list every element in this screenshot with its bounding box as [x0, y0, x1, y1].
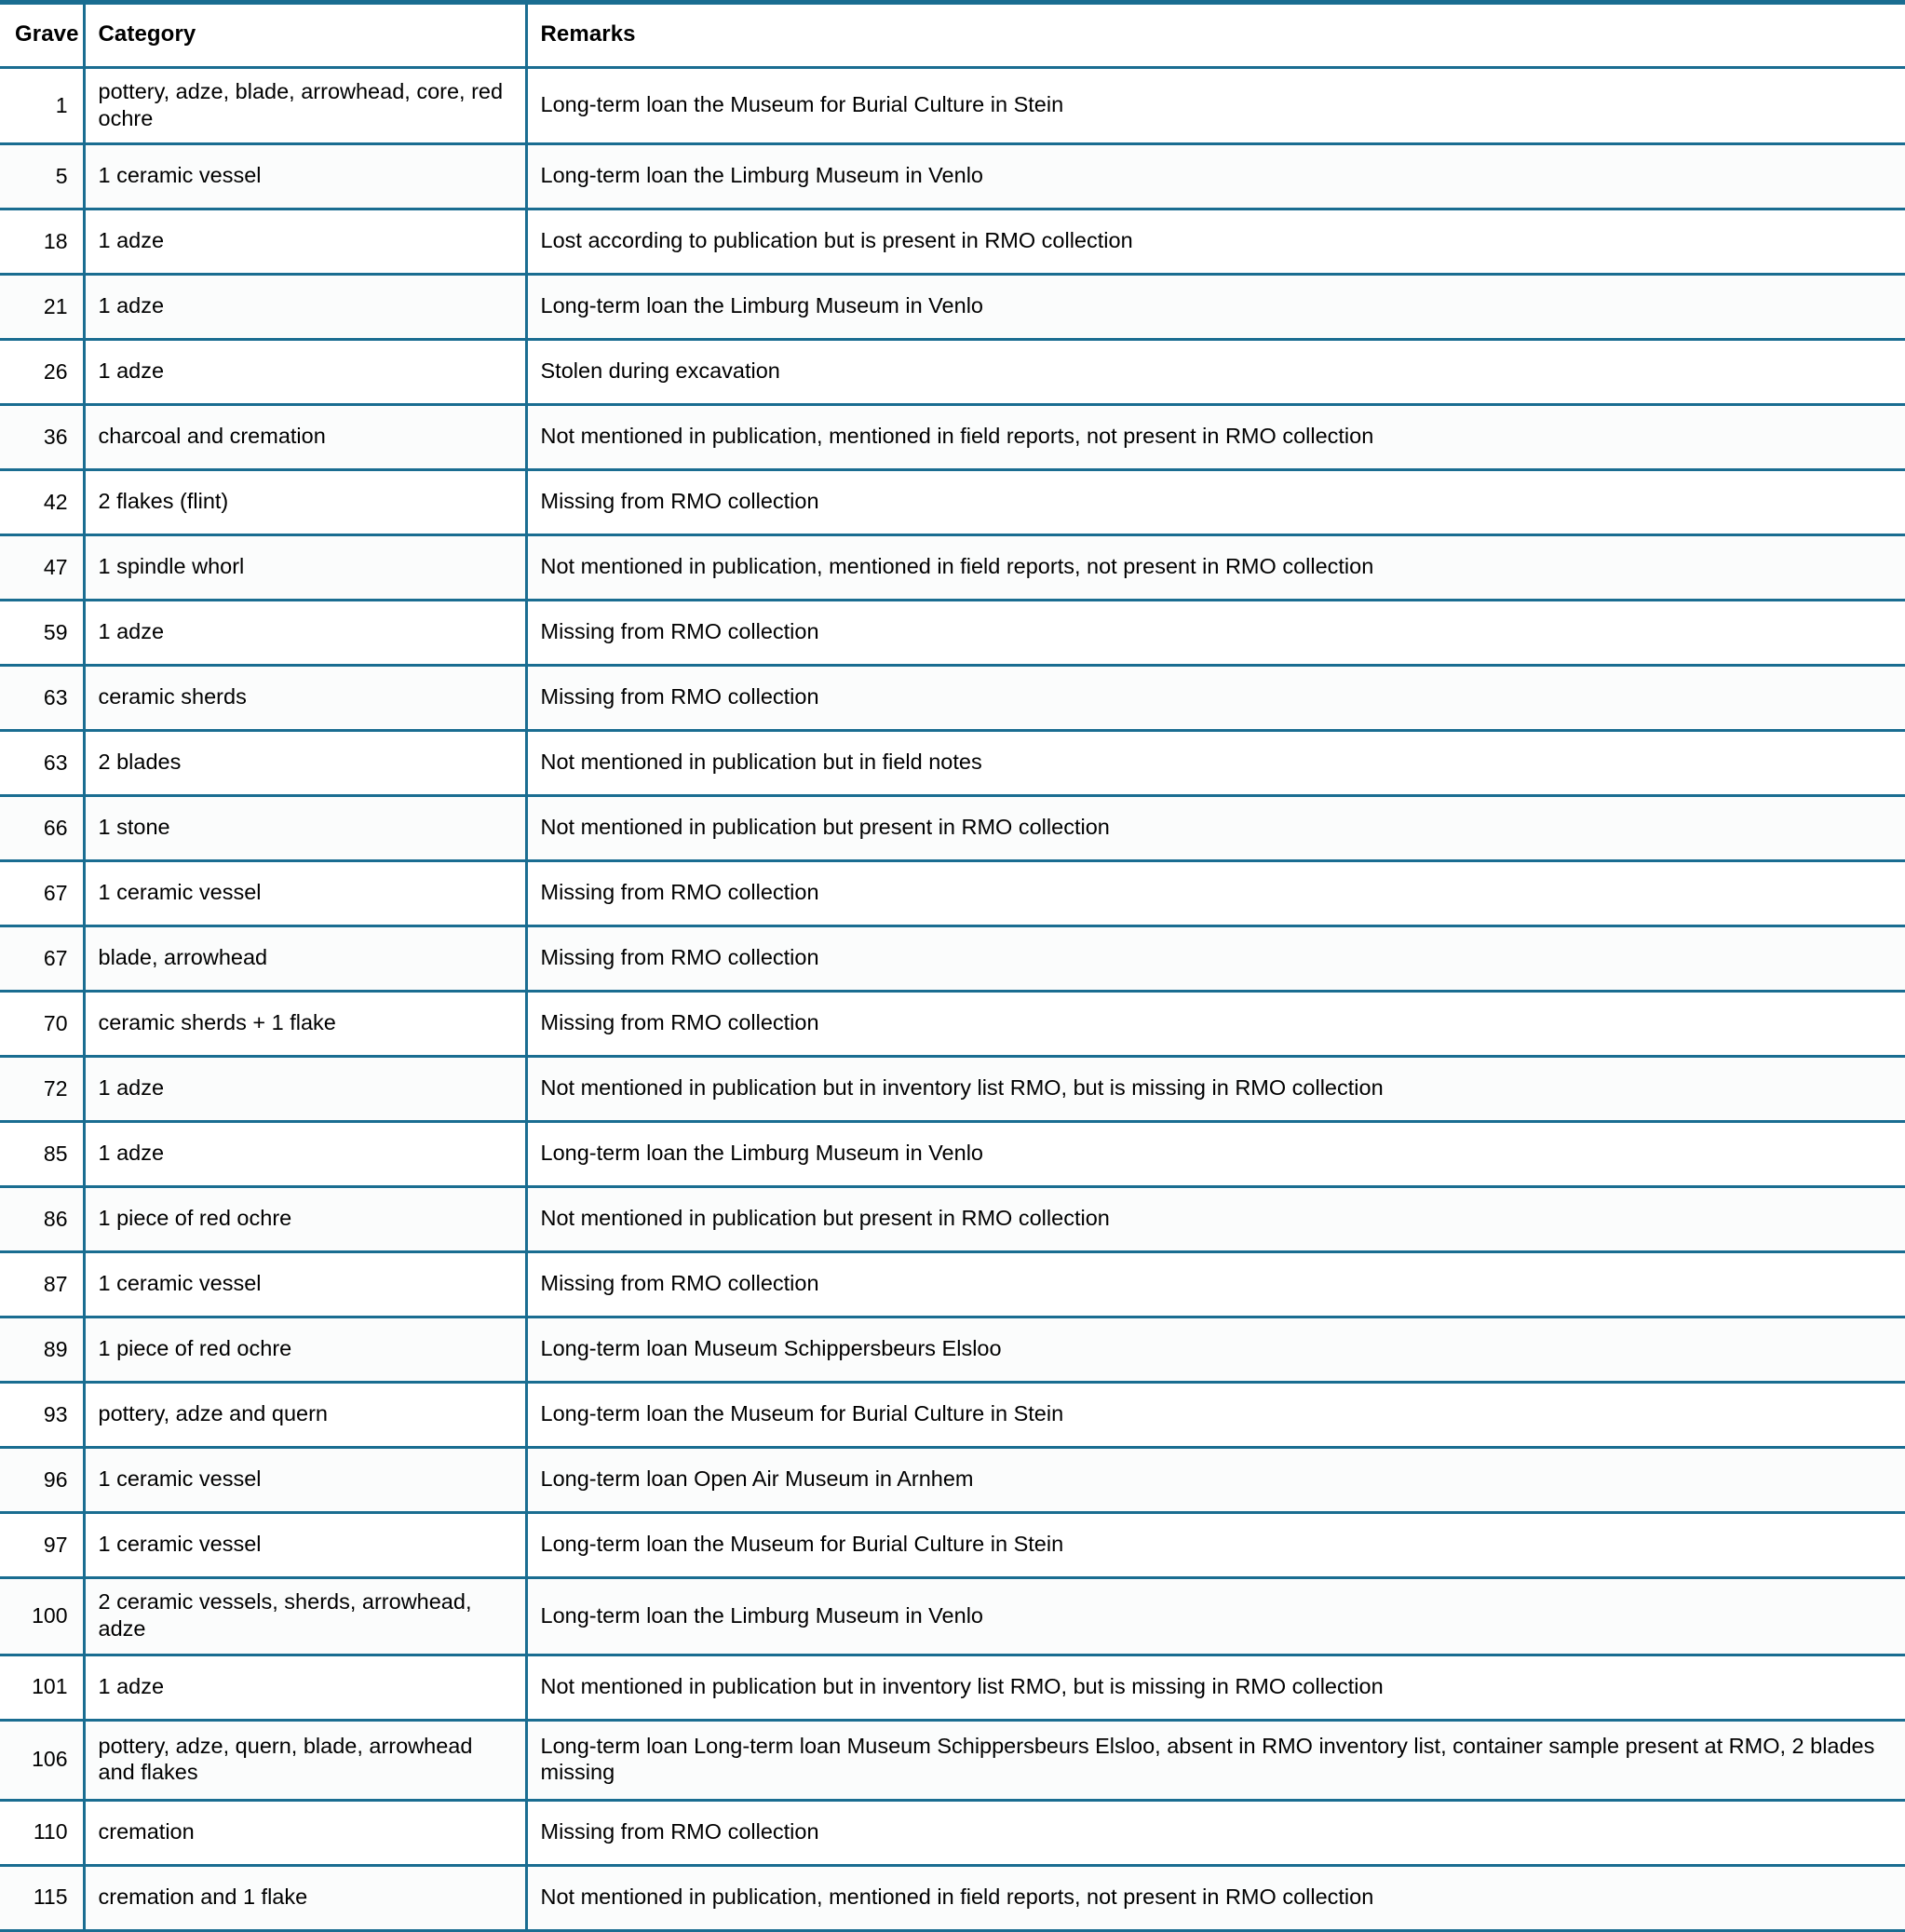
cell-grave: 5 — [55, 163, 68, 188]
cell-category: pottery, adze and quern — [84, 1383, 526, 1448]
cell-remarks: Not mentioned in publication but in inventory list RMO, but is missing in RMO collection — [526, 1655, 1905, 1720]
cell-grave: 21 — [43, 293, 68, 318]
table-row — [0, 405, 1905, 470]
table-row — [0, 535, 1905, 601]
cell-grave: 36 — [43, 424, 68, 449]
cell-remarks: Not mentioned in publication but present in RMO collection — [526, 1187, 1905, 1252]
cell-category: 1 ceramic vessel — [84, 861, 526, 926]
cell-category: 1 adze — [84, 1655, 526, 1720]
cell-grave: 101 — [32, 1674, 68, 1699]
table-row — [0, 209, 1905, 275]
table-header — [0, 3, 1905, 68]
table-row — [0, 470, 1905, 535]
cell-category: 1 ceramic vessel — [84, 1252, 526, 1317]
cell-grave: 67 — [43, 880, 68, 905]
cell-category: 1 adze — [84, 209, 526, 275]
cell-category: charcoal and cremation — [84, 405, 526, 470]
table-row — [0, 1865, 1905, 1930]
column-header-grave: Grave — [15, 21, 79, 47]
table-row — [0, 796, 1905, 861]
cell-remarks: Missing from RMO collection — [526, 601, 1905, 666]
cell-remarks: Not mentioned in publication but in field notes — [526, 731, 1905, 796]
cell-grave: 63 — [43, 684, 68, 709]
column-header-category: Category — [84, 3, 526, 68]
cell-category: 1 adze — [84, 275, 526, 340]
cell-remarks: Missing from RMO collection — [526, 992, 1905, 1057]
cell-grave: 63 — [43, 750, 68, 775]
table-row — [0, 1800, 1905, 1865]
table-row — [0, 731, 1905, 796]
cell-category: 1 piece of red ochre — [84, 1317, 526, 1383]
cell-remarks: Stolen during excavation — [526, 340, 1905, 405]
cell-category: pottery, adze, blade, arrowhead, core, red ochre — [84, 68, 526, 144]
cell-remarks: Missing from RMO collection — [526, 470, 1905, 535]
cell-category: 2 blades — [84, 731, 526, 796]
cell-remarks: Missing from RMO collection — [526, 926, 1905, 992]
cell-remarks: Long-term loan the Museum for Burial Culture in Stein — [526, 1383, 1905, 1448]
cell-grave: 106 — [32, 1747, 68, 1772]
cell-grave: 115 — [33, 1885, 68, 1910]
cell-grave: 93 — [43, 1401, 68, 1426]
table-row — [0, 1655, 1905, 1720]
cell-remarks: Long-term loan the Limburg Museum in Venlo — [526, 1578, 1905, 1655]
cell-grave: 100 — [32, 1602, 68, 1628]
table-row — [0, 1448, 1905, 1513]
cell-category: 1 piece of red ochre — [84, 1187, 526, 1252]
cell-category: 1 ceramic vessel — [84, 144, 526, 209]
table-row — [0, 1578, 1905, 1655]
cell-remarks: Missing from RMO collection — [526, 1252, 1905, 1317]
cell-grave: 89 — [43, 1336, 68, 1361]
cell-grave: 70 — [43, 1010, 68, 1035]
cell-grave: 42 — [43, 489, 68, 514]
cell-category: ceramic sherds — [84, 666, 526, 731]
cell-category: 1 adze — [84, 340, 526, 405]
cell-grave: 1 — [55, 92, 68, 117]
cell-remarks: Long-term loan the Limburg Museum in Venlo — [526, 275, 1905, 340]
cell-grave: 66 — [43, 815, 68, 840]
cell-grave: 26 — [43, 358, 68, 384]
cell-remarks: Not mentioned in publication but present in RMO collection — [526, 796, 1905, 861]
table-row — [0, 1122, 1905, 1187]
cell-category: cremation and 1 flake — [84, 1865, 526, 1930]
cell-category: 1 adze — [84, 1057, 526, 1122]
cell-remarks: Long-term loan the Limburg Museum in Venlo — [526, 1122, 1905, 1187]
table-row — [0, 1720, 1905, 1800]
cell-remarks: Not mentioned in publication, mentioned in field reports, not present in RMO collection — [526, 405, 1905, 470]
cell-category: ceramic sherds + 1 flake — [84, 992, 526, 1057]
table-row — [0, 1187, 1905, 1252]
table-row — [0, 340, 1905, 405]
cell-category: 1 ceramic vessel — [84, 1513, 526, 1578]
table-row — [0, 68, 1905, 144]
cell-remarks: Long-term loan Museum Schippersbeurs Elsloo — [526, 1317, 1905, 1383]
table-row — [0, 992, 1905, 1057]
cell-grave: 85 — [43, 1141, 68, 1166]
cell-remarks: Not mentioned in publication, mentioned in field reports, not present in RMO collection — [526, 535, 1905, 601]
cell-remarks: Missing from RMO collection — [526, 1800, 1905, 1865]
cell-grave: 47 — [43, 554, 68, 579]
cell-category: pottery, adze, quern, blade, arrowhead and flakes — [84, 1720, 526, 1800]
cell-grave: 72 — [43, 1075, 68, 1101]
table-row — [0, 144, 1905, 209]
cell-remarks: Long-term loan the Museum for Burial Culture in Stein — [526, 1513, 1905, 1578]
cell-category: 1 adze — [84, 601, 526, 666]
table-row — [0, 1057, 1905, 1122]
table-row — [0, 1383, 1905, 1448]
cell-category: cremation — [84, 1800, 526, 1865]
table-header-row — [0, 3, 1905, 68]
table-row — [0, 1252, 1905, 1317]
cell-grave: 110 — [33, 1819, 68, 1844]
cell-grave: 97 — [43, 1532, 68, 1557]
cell-grave: 86 — [43, 1206, 68, 1231]
cell-grave: 67 — [43, 945, 68, 970]
cell-category: 1 adze — [84, 1122, 526, 1187]
cell-grave: 18 — [43, 228, 68, 253]
table-row — [0, 666, 1905, 731]
cell-category: 1 ceramic vessel — [84, 1448, 526, 1513]
cell-remarks: Not mentioned in publication, mentioned in field reports, not present in RMO collection — [526, 1865, 1905, 1930]
column-header-remarks: Remarks — [526, 3, 1905, 68]
cell-grave: 96 — [43, 1466, 68, 1492]
cell-category: 2 ceramic vessels, sherds, arrowhead, adze — [84, 1578, 526, 1655]
cell-grave: 87 — [43, 1271, 68, 1296]
table-row — [0, 1513, 1905, 1578]
cell-remarks: Long-term loan the Museum for Burial Culture in Stein — [526, 68, 1905, 144]
cell-category: 2 flakes (flint) — [84, 470, 526, 535]
table-row — [0, 926, 1905, 992]
cell-remarks: Long-term loan Long-term loan Museum Schippersbeurs Elsloo, absent in RMO inventory list, container sample present at RMO, 2 blades missing — [526, 1720, 1905, 1800]
table-row — [0, 275, 1905, 340]
cell-remarks: Missing from RMO collection — [526, 666, 1905, 731]
cell-remarks: Not mentioned in publication but in inventory list RMO, but is missing in RMO collection — [526, 1057, 1905, 1122]
cell-category: 1 stone — [84, 796, 526, 861]
cell-remarks: Lost according to publication but is present in RMO collection — [526, 209, 1905, 275]
cell-grave: 59 — [43, 619, 68, 644]
cell-remarks: Long-term loan the Limburg Museum in Venlo — [526, 144, 1905, 209]
cell-category: 1 spindle whorl — [84, 535, 526, 601]
table-body — [0, 68, 1905, 1931]
table-row — [0, 1317, 1905, 1383]
table-row — [0, 601, 1905, 666]
cell-remarks: Missing from RMO collection — [526, 861, 1905, 926]
cell-remarks: Long-term loan Open Air Museum in Arnhem — [526, 1448, 1905, 1513]
cell-category: blade, arrowhead — [84, 926, 526, 992]
table-row — [0, 861, 1905, 926]
